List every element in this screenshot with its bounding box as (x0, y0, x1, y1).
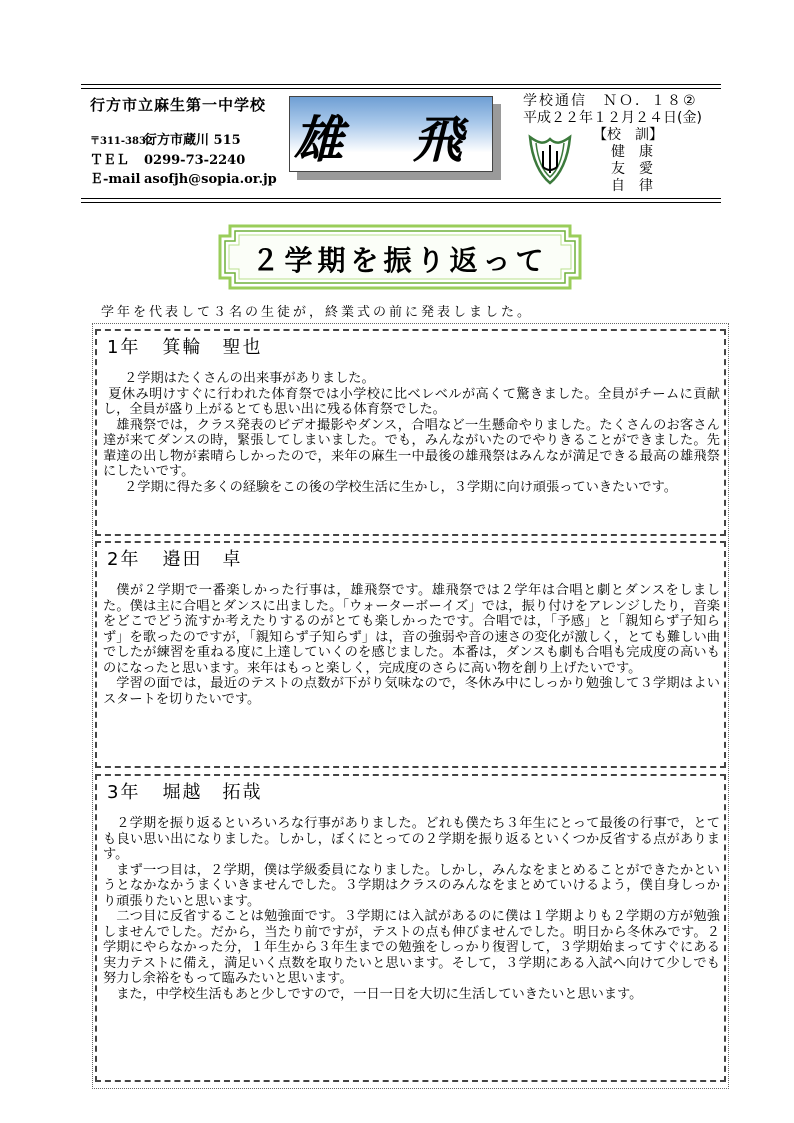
grade-label: 2年 (107, 549, 141, 570)
newsletter-title-box (289, 96, 503, 182)
banner-title: ２学期を振り返って (251, 244, 549, 277)
section-body (103, 816, 720, 1002)
paragraph: ２学期はたくさんの出来事がありました。 (124, 371, 375, 386)
issue-date: 平成２２年１２月２４日(金) (523, 110, 702, 126)
motto-item: 自 律 (611, 178, 653, 194)
tel-row (90, 151, 290, 170)
paragraph: 僕が２学期で一番楽しかった行事は，雄飛祭です。雄飛祭では２学年は合唱と劇とダンスをしました。僕は主に合唱とダンスに出ました。「ウォーターボーイズ」では，振り付けをアレンジしたり，音楽をどこでどう流すか考えたりするのがとても楽しかったです。合唱では，「予感」と「親知らず子知らず」を歌ったのですが，「親知らず子知らず」は，音の強弱や音の速さの変化が激しく，とても難しい曲でしたが練習を重ねる度に上達していくのを感じました。本番は，ダンスも劇も合唱も完成度の高いものになったと思います。来年はもっと楽しく，完成度のさらに高い物を創り上げたいです。 (103, 583, 720, 676)
section-body (103, 583, 720, 707)
motto-item: 友 愛 (611, 161, 653, 177)
paragraph: ２学期に得た多くの経験をこの後の学校生活に生かし，３学期に向け頑張っていきたいです。 (124, 479, 677, 495)
header-rule-bottom-1 (81, 198, 721, 199)
paragraph: 二つ目に反省することは勉強面です。３学期には入試があるのに僕は１学期よりも２学期の方が勉強しませんでした。だから，当たり前ですが，テストの点も伸びませんでした。明日から冬休みです。２学期にやらなかった分，１年生から３年生までの勉強をしっかり復習して，３学期始まってすぐにある実力テストに備え，満足いく点数を取りたいと思います。そして，３学期にある入試へ向けて少しでも努力し余裕をもって臨みたいと思います。 (103, 909, 720, 986)
address: 行方市蔵川 515 (144, 133, 241, 148)
address-row (90, 131, 290, 151)
paragraph: また，中学校生活もあと少しですので，一日一日を大切に生活していきたいと思います。 (116, 986, 643, 1002)
motto-item: 健 康 (611, 144, 653, 160)
paragraph: 雄飛祭では，クラス発表のビデオ撮影やダンス，合唱など一生懸命やりました。たくさんのお客さん達が来てダンスの時，緊張してしまいました。でも，みんながいたのでやりきることができました。先輩達の出し物が素晴らしかったので，来年の麻生一中最後の雄飛祭はみんなが満足できる最高の雄飛祭にしたいです。 (103, 417, 720, 479)
tel-label: ＴＥＬ (90, 153, 130, 168)
header-rule-top-1 (81, 84, 721, 85)
student-name: 箕輪 聖也 (162, 337, 263, 358)
section-grade-2 (95, 541, 726, 768)
issue-number: 学校通信 ＮＯ．１８② (523, 93, 698, 109)
grade-label: 3年 (107, 782, 141, 803)
email-label: Ｅ-mail (90, 172, 141, 187)
school-name: 行方市立麻生第一中学校 (90, 96, 267, 114)
section-grade-1 (95, 329, 726, 536)
paragraph: 学習の面では，最近のテストの点数が下がり気味なので，冬休み中にしっかり勉強して３学期はよいスタートを切りたいです。 (103, 676, 720, 707)
address-label: 〒311-3832 (90, 136, 153, 147)
banner (218, 224, 582, 290)
grade-label: 1年 (107, 337, 141, 358)
school-info (90, 94, 290, 189)
issue-info (523, 93, 743, 127)
newsletter-title: 雄 飛 (293, 110, 489, 169)
header-rule-top-2 (81, 88, 721, 89)
student-name: 邉田 卓 (162, 549, 243, 570)
student-name: 堀越 拓哉 (162, 782, 263, 803)
paragraph: ２学期を振り返るといろいろな行事がありました。どれも僕たち３年生にとって最後の行事で，とても良い思い出になりました。しかし，ぼくにとっての２学期を振り返るといくつか反省する点があります。 (103, 816, 720, 862)
motto-heading: 【校 訓】 (593, 127, 663, 143)
school-emblem-icon (522, 129, 578, 189)
intro-text: 学年を代表して３名の生徒が，終業式の前に発表しました。 (101, 305, 534, 320)
school-motto (593, 127, 663, 195)
paragraph: まず一つ目は，２学期，僕は学級委員になりました。しかし，みんなをまとめることができたかというとなかなかうまくいきませんでした。３学期はクラスのみんなをまとめていけるよう，僕自身しっかり頑張りたいと思います。 (103, 862, 720, 909)
header-rule-bottom-2 (81, 202, 721, 203)
email[interactable]: asofjh@sopia.or.jp (144, 172, 277, 187)
section-title (107, 778, 284, 804)
section-title (107, 333, 284, 359)
tel: 0299-73-2240 (144, 153, 246, 168)
email-row (90, 170, 290, 189)
section-title (107, 545, 264, 571)
paragraph: 夏休み明けすぐに行われた体育祭では小学校に比べレベルが高くて驚きました。全員がチームに貢献し，全員が盛り上がるとても思い出に残る体育祭でした。 (103, 386, 720, 417)
section-body (103, 371, 720, 495)
section-grade-3 (95, 774, 726, 1082)
